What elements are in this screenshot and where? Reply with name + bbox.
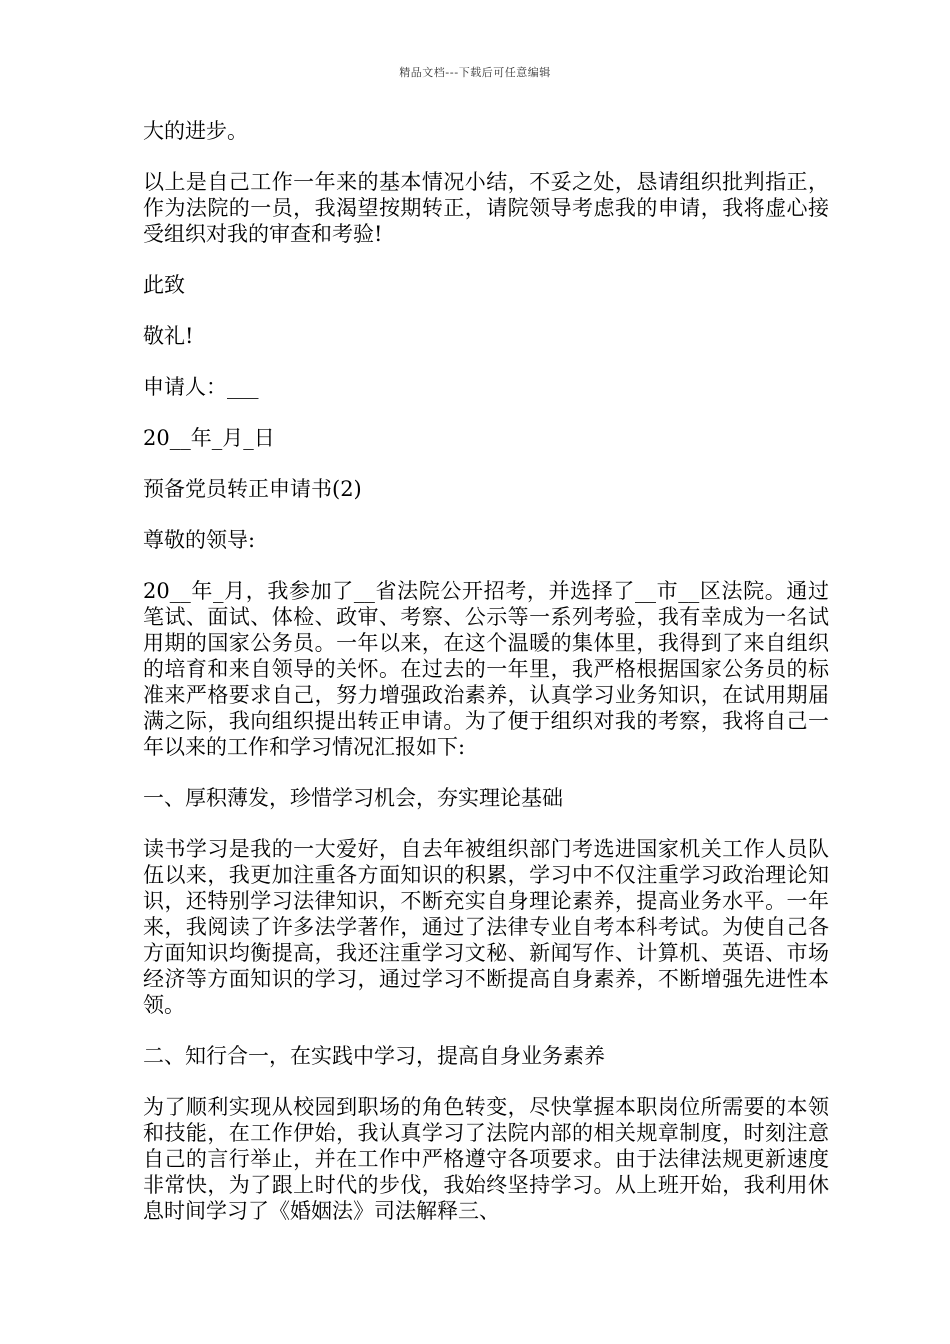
heading-two: 二、知行合一，在实践中学习，提高自身业务素养	[143, 1044, 605, 1068]
closing-cizhi: 此致	[143, 273, 185, 297]
heading-one: 一、厚积薄发，珍惜学习机会，夯实理论基础	[143, 786, 563, 810]
paragraph-summary: 以上是自己工作一年来的基本情况小结，不妥之处，恳请组织批判指正，作为法院的一员，我渴望按期转正，请院领导考虑我的申请，我将虚心接受组织对我的审查和考验!	[143, 170, 829, 246]
paragraph-practice: 为了顺利实现从校园到职场的角色转变，尽快掌握本职岗位所需要的本领和技能，在工作伊始，我认真学习了法院内部的相关规章制度，时刻注意自己的言行举止，并在工作中严格遵守各项要求。由于法律法规更新速度非常快，为了跟上时代的步伐，我始终坚持学习。从上班开始，我利用休息时间学习了《婚姻法》司法解释三、	[143, 1095, 829, 1223]
closing-jingli: 敬礼!	[143, 324, 194, 348]
applicant-line: 申请人：___	[143, 375, 259, 399]
salutation: 尊敬的领导:	[143, 528, 256, 552]
document-body	[143, 118, 829, 1249]
paragraph-study: 读书学习是我的一大爱好，自去年被组织部门考选进国家机关工作人员队伍以来，我更加注重各方面知识的积累，学习中不仅注重学习政治理论知识，还特别学习法律知识，不断充实自身理论素养，提高业务水平。一年来，我阅读了许多法学著作，通过了法律专业自考本科考试。为使自己各方面知识均衡提高，我还注重学习文秘、新闻写作、计算机、英语、市场经济等方面知识的学习，通过学习不断提高自身素养，不断增强先进性本领。	[143, 837, 829, 1017]
section-title: 预备党员转正申请书(2)	[143, 477, 362, 501]
date-line: 20__年_月_日	[143, 426, 275, 450]
page-header: 精品文档---下载后可任意编辑	[399, 66, 551, 79]
paragraph-progress-end: 大的进步。	[143, 119, 248, 143]
paragraph-introduction: 20__年_月，我参加了__省法院公开招考，并选择了__市__区法院。通过笔试、面试、体检、政审、考察、公示等一系列考验，我有幸成为一名试用期的国家公务员。一年以来，在这个温暖的集体里，我得到了来自组织的培育和来自领导的关怀。在过去的一年里，我严格根据国家公务员的标准来严格要求自己，努力增强政治素养，认真学习业务知识，在试用期届满之际，我向组织提出转正申请。为了便于组织对我的考察，我将自己一年以来的工作和学习情况汇报如下:	[143, 579, 829, 759]
